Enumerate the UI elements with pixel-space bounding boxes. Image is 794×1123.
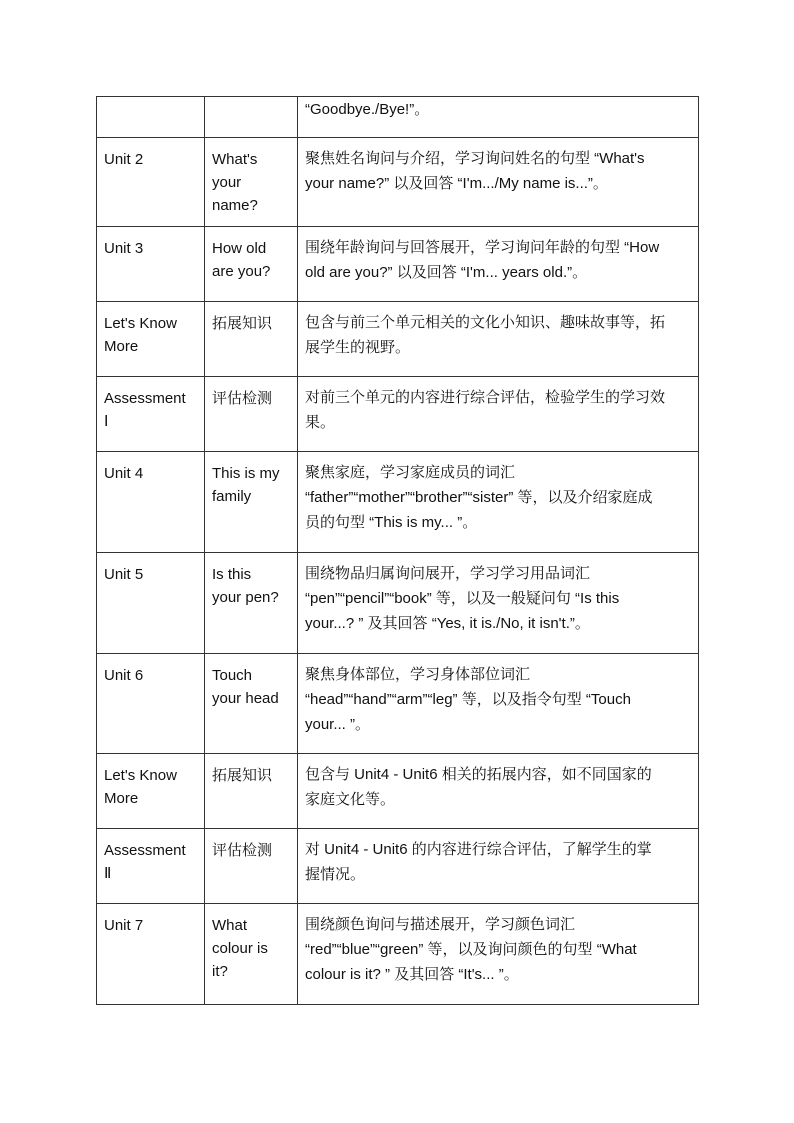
unit-description: 围绕物品归属询问展开，学习学习用品词汇 “pen”“pencil”“book” 等，以及一般疑问句 “Is this your...? ” 及其回答 “Yes, it is./No, it isn't.”。 (305, 565, 620, 632)
title-cell (205, 138, 298, 227)
unit-title: Is this your pen? (212, 566, 279, 606)
unit-description: 对 Unit4 - Unit6 的内容进行综合评估，了解学生的掌 握情况。 (305, 841, 652, 883)
table-row (97, 227, 699, 302)
description-cell (298, 227, 699, 302)
description-cell (298, 904, 699, 1005)
unit-cell (97, 553, 205, 654)
unit-cell (97, 97, 205, 138)
unit-cell (97, 377, 205, 452)
unit-title: This is my family (212, 465, 280, 505)
title-cell (205, 829, 298, 904)
title-cell (205, 654, 298, 754)
title-cell (205, 754, 298, 829)
description-cell (298, 97, 699, 138)
table-row (97, 829, 699, 904)
unit-table-body (97, 97, 699, 1005)
unit-label: Assessment Ⅱ (104, 842, 186, 882)
table-row (97, 138, 699, 227)
unit-description: 包含与前三个单元相关的文化小知识、趣味故事等，拓 展学生的视野。 (305, 314, 666, 356)
unit-label: Let's Know More (104, 315, 177, 355)
description-cell (298, 452, 699, 553)
unit-description: 围绕年龄询问与回答展开，学习询问年龄的句型 “How old are you?” 以及回答 “I'm... years old.”。 (305, 239, 660, 281)
unit-title: 评估检测 (212, 842, 273, 859)
unit-cell (97, 654, 205, 754)
unit-label: Unit 6 (104, 667, 144, 684)
table-row (97, 377, 699, 452)
unit-label: Unit 2 (104, 151, 144, 168)
description-cell (298, 829, 699, 904)
unit-description: 对前三个单元的内容进行综合评估，检验学生的学习效 果。 (305, 389, 666, 431)
description-cell (298, 654, 699, 754)
title-cell (205, 452, 298, 553)
title-cell (205, 904, 298, 1005)
unit-cell (97, 754, 205, 829)
unit-cell (97, 452, 205, 553)
unit-title: 评估检测 (212, 390, 273, 407)
title-cell (205, 302, 298, 377)
unit-title: How old are you? (212, 240, 271, 280)
unit-title: 拓展知识 (212, 315, 273, 332)
unit-table (96, 96, 699, 1005)
unit-description: 围绕颜色询问与描述展开，学习颜色词汇 “red”“blue”“green” 等，以及询问颜色的句型 “What colour is it? ” 及其回答 “It's... ”。 (305, 916, 637, 983)
unit-label: Assessment Ⅰ (104, 390, 186, 430)
table-row (97, 452, 699, 553)
description-cell (298, 138, 699, 227)
unit-description: “Goodbye./Bye!”。 (305, 101, 430, 118)
unit-label: Unit 5 (104, 566, 144, 583)
title-cell (205, 377, 298, 452)
unit-cell (97, 829, 205, 904)
table-row (97, 754, 699, 829)
unit-cell (97, 227, 205, 302)
title-cell (205, 97, 298, 138)
title-cell (205, 553, 298, 654)
unit-cell (97, 138, 205, 227)
unit-title: 拓展知识 (212, 767, 273, 784)
table-row (97, 654, 699, 754)
unit-description: 聚焦家庭，学习家庭成员的词汇 “father”“mother”“brother”“sister” 等，以及介绍家庭成 员的句型 “This is my... ”。 (305, 464, 653, 531)
table-row (97, 553, 699, 654)
unit-description: 聚焦姓名询问与介绍，学习询问姓名的句型 “What's your name?” 以及回答 “I'm.../My name is...”。 (305, 150, 645, 192)
unit-title: Touch your head (212, 667, 279, 707)
unit-cell (97, 302, 205, 377)
table-row (97, 302, 699, 377)
title-cell (205, 227, 298, 302)
unit-title: What's your name? (212, 151, 258, 214)
table-row (97, 97, 699, 138)
description-cell (298, 754, 699, 829)
unit-title: What colour is it? (212, 917, 268, 980)
unit-label: Unit 3 (104, 240, 144, 257)
description-cell (298, 302, 699, 377)
description-cell (298, 553, 699, 654)
unit-description: 包含与 Unit4 - Unit6 相关的拓展内容，如不同国家的 家庭文化等。 (305, 766, 652, 808)
unit-cell (97, 904, 205, 1005)
table-row (97, 904, 699, 1005)
unit-description: 聚焦身体部位，学习身体部位词汇 “head”“hand”“arm”“leg” 等，以及指令句型 “Touch your... ”。 (305, 666, 631, 733)
unit-label: Let's Know More (104, 767, 177, 807)
unit-label: Unit 7 (104, 917, 144, 934)
description-cell (298, 377, 699, 452)
unit-label: Unit 4 (104, 465, 144, 482)
